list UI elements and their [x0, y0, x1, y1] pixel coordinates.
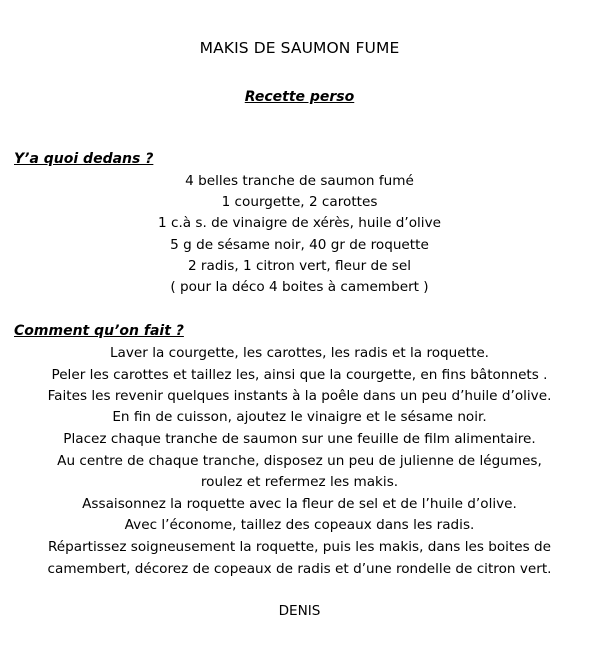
step-line: Répartissez soigneusement la roquette, puis les makis, dans les boites de — [47, 539, 552, 555]
step-line: Laver la courgette, les carottes, les radis et la roquette. — [109, 345, 490, 361]
step-line: Peler les carottes et taillez les, ainsi que la courgette, en fins bâtonnets . — [51, 367, 548, 383]
step-line: En fin de cuisson, ajoutez le vinaigre et le sésame noir. — [112, 409, 487, 425]
step-line: camembert, décorez de copeaux de radis et d’une rondelle de citron vert. — [47, 561, 552, 577]
ingredient-line: 1 courgette, 2 carottes — [221, 194, 378, 210]
ingredient-line: 1 c.à s. de vinaigre de xérès, huile d’olive — [158, 215, 441, 231]
recipe-subtitle: Recette perso — [244, 89, 355, 105]
step-line: Avec l’économe, taillez des copeaux dans les radis. — [124, 517, 475, 533]
step-line: Assaisonnez la roquette avec la fleur de sel et de l’huile d’olive. — [82, 496, 517, 512]
ingredient-line: 5 g de sésame noir, 40 gr de roquette — [170, 237, 429, 253]
ingredient-line: 4 belles tranche de saumon fumé — [185, 173, 414, 189]
recipe-author: DENIS — [278, 603, 321, 619]
step-line: roulez et refermez les makis. — [200, 474, 399, 490]
step-line: Au centre de chaque tranche, disposez un peu de julienne de légumes, — [57, 453, 542, 469]
step-line: Placez chaque tranche de saumon sur une feuille de film alimentaire. — [63, 431, 536, 447]
ingredient-line: 2 radis, 1 citron vert, fleur de sel — [187, 258, 412, 274]
ingredient-line: ( pour la déco 4 boites à camembert ) — [170, 279, 429, 295]
steps-heading: Comment qu’on fait ? — [14, 323, 184, 339]
recipe-title: MAKIS DE SAUMON FUME — [199, 39, 400, 57]
step-line: Faites les revenir quelques instants à la poêle dans un peu d’huile d’olive. — [47, 388, 552, 404]
ingredients-heading: Y’a quoi dedans ? — [14, 151, 154, 167]
